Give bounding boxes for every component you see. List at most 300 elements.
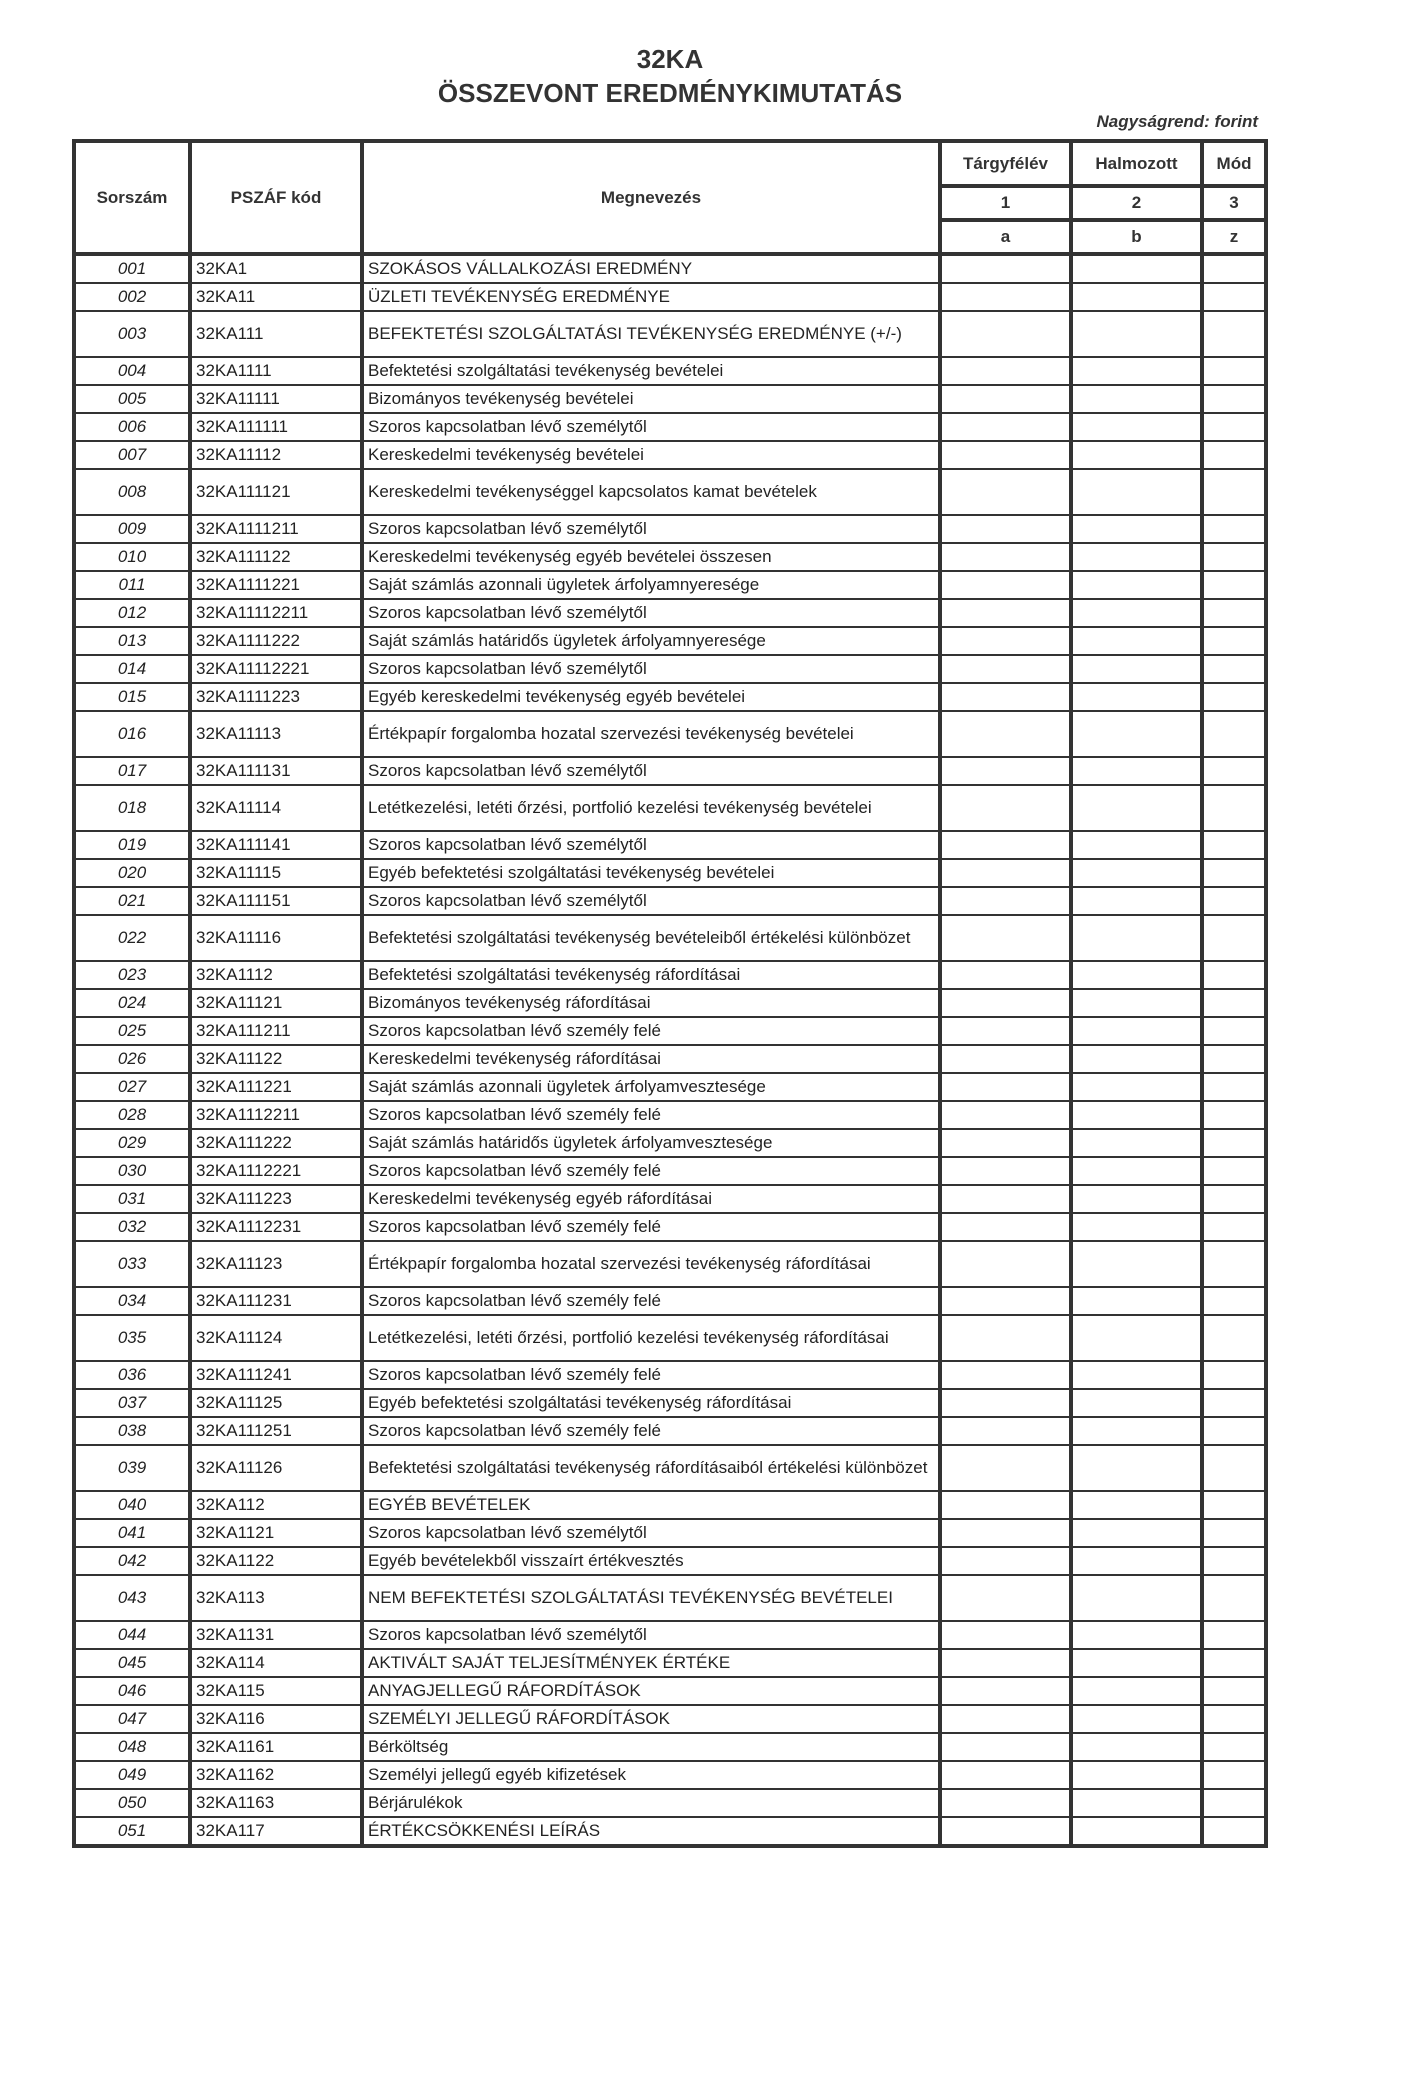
row-pszaf-code: 32KA1112231 bbox=[192, 1214, 364, 1242]
table-row bbox=[76, 358, 1264, 386]
table-row bbox=[76, 414, 1264, 442]
value-cell-halmozott[interactable] bbox=[1073, 888, 1204, 916]
header-mod: Mód bbox=[1204, 143, 1264, 188]
table-row bbox=[76, 600, 1264, 628]
value-cell-halmozott[interactable] bbox=[1073, 414, 1204, 442]
value-cell-mod[interactable] bbox=[1204, 1074, 1264, 1102]
table-row bbox=[76, 256, 1264, 284]
row-description: ÜZLETI TEVÉKENYSÉG EREDMÉNYE bbox=[364, 284, 942, 312]
value-cell-targyfelev[interactable] bbox=[942, 1818, 1073, 1844]
row-number: 019 bbox=[76, 832, 192, 860]
row-description: Szoros kapcsolatban lévő személytől bbox=[364, 1622, 942, 1650]
row-pszaf-code: 32KA112 bbox=[192, 1492, 364, 1520]
row-pszaf-code: 32KA113 bbox=[192, 1576, 364, 1622]
value-cell-mod[interactable] bbox=[1204, 1316, 1264, 1362]
value-cell-targyfelev[interactable] bbox=[942, 572, 1073, 600]
row-description: EGYÉB BEVÉTELEK bbox=[364, 1492, 942, 1520]
row-description: BEFEKTETÉSI SZOLGÁLTATÁSI TEVÉKENYSÉG EREDMÉNYE (+/-) bbox=[364, 312, 942, 358]
value-cell-halmozott[interactable] bbox=[1073, 712, 1204, 758]
row-description: ANYAGJELLEGŰ RÁFORDÍTÁSOK bbox=[364, 1678, 942, 1706]
value-cell-targyfelev[interactable] bbox=[942, 832, 1073, 860]
value-cell-mod[interactable] bbox=[1204, 832, 1264, 860]
row-pszaf-code: 32KA11125 bbox=[192, 1390, 364, 1418]
value-cell-halmozott[interactable] bbox=[1073, 1186, 1204, 1214]
value-cell-halmozott[interactable] bbox=[1073, 1548, 1204, 1576]
value-cell-halmozott[interactable] bbox=[1073, 1316, 1204, 1362]
value-cell-mod[interactable] bbox=[1204, 628, 1264, 656]
value-cell-mod[interactable] bbox=[1204, 1706, 1264, 1734]
value-cell-halmozott[interactable] bbox=[1073, 832, 1204, 860]
value-cell-targyfelev[interactable] bbox=[942, 888, 1073, 916]
value-cell-mod[interactable] bbox=[1204, 786, 1264, 832]
table-row bbox=[76, 1762, 1264, 1790]
value-cell-mod[interactable] bbox=[1204, 1446, 1264, 1492]
row-description: Kereskedelmi tevékenység egyéb ráfordításai bbox=[364, 1186, 942, 1214]
table-row bbox=[76, 544, 1264, 572]
table-row bbox=[76, 1018, 1264, 1046]
value-cell-halmozott[interactable] bbox=[1073, 1734, 1204, 1762]
row-description: Szoros kapcsolatban lévő személy felé bbox=[364, 1158, 942, 1186]
value-cell-mod[interactable] bbox=[1204, 712, 1264, 758]
value-cell-mod[interactable] bbox=[1204, 1548, 1264, 1576]
row-description: Letétkezelési, letéti őrzési, portfolió kezelési tevékenység bevételei bbox=[364, 786, 942, 832]
value-cell-mod[interactable] bbox=[1204, 572, 1264, 600]
value-cell-targyfelev[interactable] bbox=[942, 962, 1073, 990]
row-number: 047 bbox=[76, 1706, 192, 1734]
row-description: Saját számlás azonnali ügyletek árfolyamnyeresége bbox=[364, 572, 942, 600]
row-pszaf-code: 32KA117 bbox=[192, 1818, 364, 1844]
row-pszaf-code: 32KA1111221 bbox=[192, 572, 364, 600]
row-description: Befektetési szolgáltatási tevékenység ráfordításai bbox=[364, 962, 942, 990]
table-row bbox=[76, 386, 1264, 414]
row-number: 049 bbox=[76, 1762, 192, 1790]
value-cell-targyfelev[interactable] bbox=[942, 1762, 1073, 1790]
value-cell-targyfelev[interactable] bbox=[942, 1622, 1073, 1650]
value-cell-mod[interactable] bbox=[1204, 1018, 1264, 1046]
value-cell-targyfelev[interactable] bbox=[942, 470, 1073, 516]
value-cell-halmozott[interactable] bbox=[1073, 860, 1204, 888]
value-cell-halmozott[interactable] bbox=[1073, 442, 1204, 470]
table-row bbox=[76, 1548, 1264, 1576]
value-cell-halmozott[interactable] bbox=[1073, 1650, 1204, 1678]
value-cell-mod[interactable] bbox=[1204, 916, 1264, 962]
row-pszaf-code: 32KA11113 bbox=[192, 712, 364, 758]
row-pszaf-code: 32KA11116 bbox=[192, 916, 364, 962]
row-description: Egyéb befektetési szolgáltatási tevékenység bevételei bbox=[364, 860, 942, 888]
value-cell-halmozott[interactable] bbox=[1073, 1130, 1204, 1158]
value-cell-mod[interactable] bbox=[1204, 516, 1264, 544]
value-cell-halmozott[interactable] bbox=[1073, 1678, 1204, 1706]
row-description: Szoros kapcsolatban lévő személytől bbox=[364, 656, 942, 684]
value-cell-mod[interactable] bbox=[1204, 358, 1264, 386]
row-number: 041 bbox=[76, 1520, 192, 1548]
row-description: Szoros kapcsolatban lévő személytől bbox=[364, 832, 942, 860]
table-row bbox=[76, 1316, 1264, 1362]
value-cell-mod[interactable] bbox=[1204, 1734, 1264, 1762]
table-row bbox=[76, 1734, 1264, 1762]
value-cell-targyfelev[interactable] bbox=[942, 1734, 1073, 1762]
row-pszaf-code: 32KA111 bbox=[192, 312, 364, 358]
row-number: 035 bbox=[76, 1316, 192, 1362]
row-description: Szoros kapcsolatban lévő személy felé bbox=[364, 1214, 942, 1242]
row-number: 038 bbox=[76, 1418, 192, 1446]
table-row bbox=[76, 1214, 1264, 1242]
value-cell-halmozott[interactable] bbox=[1073, 786, 1204, 832]
value-cell-halmozott[interactable] bbox=[1073, 758, 1204, 786]
value-cell-targyfelev[interactable] bbox=[942, 1186, 1073, 1214]
table-row bbox=[76, 312, 1264, 358]
row-pszaf-code: 32KA11112221 bbox=[192, 656, 364, 684]
value-cell-targyfelev[interactable] bbox=[942, 1018, 1073, 1046]
value-cell-targyfelev[interactable] bbox=[942, 312, 1073, 358]
value-cell-targyfelev[interactable] bbox=[942, 414, 1073, 442]
table-row bbox=[76, 1790, 1264, 1818]
value-cell-targyfelev[interactable] bbox=[942, 712, 1073, 758]
value-cell-mod[interactable] bbox=[1204, 1818, 1264, 1844]
row-description: Szoros kapcsolatban lévő személytől bbox=[364, 414, 942, 442]
row-pszaf-code: 32KA111221 bbox=[192, 1074, 364, 1102]
row-pszaf-code: 32KA115 bbox=[192, 1678, 364, 1706]
value-cell-mod[interactable] bbox=[1204, 860, 1264, 888]
row-number: 009 bbox=[76, 516, 192, 544]
value-cell-targyfelev[interactable] bbox=[942, 1678, 1073, 1706]
row-number: 004 bbox=[76, 358, 192, 386]
value-cell-mod[interactable] bbox=[1204, 684, 1264, 712]
table-row bbox=[76, 712, 1264, 758]
value-cell-halmozott[interactable] bbox=[1073, 256, 1204, 284]
value-cell-mod[interactable] bbox=[1204, 990, 1264, 1018]
value-cell-targyfelev[interactable] bbox=[942, 786, 1073, 832]
value-cell-halmozott[interactable] bbox=[1073, 1706, 1204, 1734]
value-cell-halmozott[interactable] bbox=[1073, 1018, 1204, 1046]
value-cell-targyfelev[interactable] bbox=[942, 1650, 1073, 1678]
value-cell-halmozott[interactable] bbox=[1073, 1762, 1204, 1790]
row-number: 021 bbox=[76, 888, 192, 916]
value-cell-mod[interactable] bbox=[1204, 1102, 1264, 1130]
row-number: 029 bbox=[76, 1130, 192, 1158]
row-description: Szoros kapcsolatban lévő személytől bbox=[364, 516, 942, 544]
row-pszaf-code: 32KA1161 bbox=[192, 1734, 364, 1762]
row-number: 011 bbox=[76, 572, 192, 600]
value-cell-targyfelev[interactable] bbox=[942, 656, 1073, 684]
row-description: Szoros kapcsolatban lévő személytől bbox=[364, 758, 942, 786]
value-cell-mod[interactable] bbox=[1204, 1520, 1264, 1548]
header-col-letter-z: z bbox=[1204, 222, 1264, 256]
value-cell-mod[interactable] bbox=[1204, 1762, 1264, 1790]
value-cell-halmozott[interactable] bbox=[1073, 1576, 1204, 1622]
row-number: 017 bbox=[76, 758, 192, 786]
row-pszaf-code: 32KA1111 bbox=[192, 358, 364, 386]
value-cell-halmozott[interactable] bbox=[1073, 1446, 1204, 1492]
table-row bbox=[76, 284, 1264, 312]
value-cell-targyfelev[interactable] bbox=[942, 1520, 1073, 1548]
table-row bbox=[76, 684, 1264, 712]
value-cell-targyfelev[interactable] bbox=[942, 1102, 1073, 1130]
value-cell-mod[interactable] bbox=[1204, 414, 1264, 442]
row-number: 025 bbox=[76, 1018, 192, 1046]
value-cell-targyfelev[interactable] bbox=[942, 516, 1073, 544]
value-cell-mod[interactable] bbox=[1204, 1186, 1264, 1214]
value-cell-halmozott[interactable] bbox=[1073, 284, 1204, 312]
row-number: 020 bbox=[76, 860, 192, 888]
row-number: 034 bbox=[76, 1288, 192, 1316]
value-cell-targyfelev[interactable] bbox=[942, 1446, 1073, 1492]
row-number: 014 bbox=[76, 656, 192, 684]
row-description: Bizományos tevékenység ráfordításai bbox=[364, 990, 942, 1018]
value-cell-targyfelev[interactable] bbox=[942, 916, 1073, 962]
header-targyfelev: Tárgyfélév bbox=[942, 143, 1073, 188]
value-cell-targyfelev[interactable] bbox=[942, 386, 1073, 414]
value-cell-halmozott[interactable] bbox=[1073, 1520, 1204, 1548]
value-cell-mod[interactable] bbox=[1204, 312, 1264, 358]
row-pszaf-code: 32KA111131 bbox=[192, 758, 364, 786]
table-row bbox=[76, 1818, 1264, 1844]
row-number: 044 bbox=[76, 1622, 192, 1650]
value-cell-mod[interactable] bbox=[1204, 1390, 1264, 1418]
value-cell-halmozott[interactable] bbox=[1073, 1074, 1204, 1102]
value-cell-halmozott[interactable] bbox=[1073, 990, 1204, 1018]
value-cell-mod[interactable] bbox=[1204, 656, 1264, 684]
table-row bbox=[76, 1418, 1264, 1446]
value-cell-mod[interactable] bbox=[1204, 1046, 1264, 1074]
value-cell-mod[interactable] bbox=[1204, 1790, 1264, 1818]
value-cell-halmozott[interactable] bbox=[1073, 916, 1204, 962]
table-row bbox=[76, 1130, 1264, 1158]
value-cell-mod[interactable] bbox=[1204, 1130, 1264, 1158]
value-cell-targyfelev[interactable] bbox=[942, 1418, 1073, 1446]
row-pszaf-code: 32KA1111211 bbox=[192, 516, 364, 544]
row-pszaf-code: 32KA111111 bbox=[192, 414, 364, 442]
row-description: Bérjárulékok bbox=[364, 1790, 942, 1818]
value-cell-halmozott[interactable] bbox=[1073, 1102, 1204, 1130]
row-description: Egyéb kereskedelmi tevékenység egyéb bevételei bbox=[364, 684, 942, 712]
unit-note: Nagyságrend: forint bbox=[1096, 112, 1258, 131]
row-description: NEM BEFEKTETÉSI SZOLGÁLTATÁSI TEVÉKENYSÉG BEVÉTELEI bbox=[364, 1576, 942, 1622]
value-cell-targyfelev[interactable] bbox=[942, 758, 1073, 786]
header-sorszam: Sorszám bbox=[76, 143, 192, 256]
value-cell-mod[interactable] bbox=[1204, 544, 1264, 572]
value-cell-targyfelev[interactable] bbox=[942, 1158, 1073, 1186]
value-cell-halmozott[interactable] bbox=[1073, 1622, 1204, 1650]
value-cell-targyfelev[interactable] bbox=[942, 1390, 1073, 1418]
row-pszaf-code: 32KA116 bbox=[192, 1706, 364, 1734]
value-cell-mod[interactable] bbox=[1204, 1288, 1264, 1316]
value-cell-halmozott[interactable] bbox=[1073, 1362, 1204, 1390]
row-pszaf-code: 32KA111151 bbox=[192, 888, 364, 916]
row-description: Személyi jellegű egyéb kifizetések bbox=[364, 1762, 942, 1790]
row-pszaf-code: 32KA1111222 bbox=[192, 628, 364, 656]
value-cell-targyfelev[interactable] bbox=[942, 1316, 1073, 1362]
table-row bbox=[76, 916, 1264, 962]
value-cell-mod[interactable] bbox=[1204, 386, 1264, 414]
value-cell-halmozott[interactable] bbox=[1073, 516, 1204, 544]
table-row bbox=[76, 1362, 1264, 1390]
row-number: 026 bbox=[76, 1046, 192, 1074]
row-number: 030 bbox=[76, 1158, 192, 1186]
row-description: Saját számlás azonnali ügyletek árfolyamvesztesége bbox=[364, 1074, 942, 1102]
row-pszaf-code: 32KA11121 bbox=[192, 990, 364, 1018]
row-description: Befektetési szolgáltatási tevékenység bevételei bbox=[364, 358, 942, 386]
value-cell-mod[interactable] bbox=[1204, 1650, 1264, 1678]
value-cell-halmozott[interactable] bbox=[1073, 1288, 1204, 1316]
value-cell-halmozott[interactable] bbox=[1073, 1214, 1204, 1242]
table-row bbox=[76, 1186, 1264, 1214]
table-body bbox=[76, 256, 1264, 1844]
value-cell-mod[interactable] bbox=[1204, 1492, 1264, 1520]
value-cell-mod[interactable] bbox=[1204, 256, 1264, 284]
value-cell-targyfelev[interactable] bbox=[942, 256, 1073, 284]
value-cell-targyfelev[interactable] bbox=[942, 1242, 1073, 1288]
row-number: 032 bbox=[76, 1214, 192, 1242]
table-row bbox=[76, 990, 1264, 1018]
value-cell-mod[interactable] bbox=[1204, 442, 1264, 470]
value-cell-halmozott[interactable] bbox=[1073, 628, 1204, 656]
header-col-num-2: 2 bbox=[1073, 188, 1204, 222]
value-cell-mod[interactable] bbox=[1204, 1158, 1264, 1186]
row-pszaf-code: 32KA1122 bbox=[192, 1548, 364, 1576]
value-cell-mod[interactable] bbox=[1204, 1576, 1264, 1622]
value-cell-halmozott[interactable] bbox=[1073, 600, 1204, 628]
table-row bbox=[76, 470, 1264, 516]
row-number: 007 bbox=[76, 442, 192, 470]
income-statement-table bbox=[72, 139, 1268, 1848]
value-cell-halmozott[interactable] bbox=[1073, 656, 1204, 684]
value-cell-targyfelev[interactable] bbox=[942, 1074, 1073, 1102]
value-cell-targyfelev[interactable] bbox=[942, 860, 1073, 888]
row-pszaf-code: 32KA111222 bbox=[192, 1130, 364, 1158]
value-cell-mod[interactable] bbox=[1204, 888, 1264, 916]
row-pszaf-code: 32KA11124 bbox=[192, 1316, 364, 1362]
form-title: ÖSSZEVONT EREDMÉNYKIMUTATÁS bbox=[437, 78, 903, 108]
row-number: 022 bbox=[76, 916, 192, 962]
table-row bbox=[76, 1390, 1264, 1418]
value-cell-targyfelev[interactable] bbox=[942, 1576, 1073, 1622]
row-pszaf-code: 32KA11114 bbox=[192, 786, 364, 832]
table-row bbox=[76, 1074, 1264, 1102]
row-number: 006 bbox=[76, 414, 192, 442]
value-cell-halmozott[interactable] bbox=[1073, 1046, 1204, 1074]
value-cell-mod[interactable] bbox=[1204, 1418, 1264, 1446]
value-cell-halmozott[interactable] bbox=[1073, 684, 1204, 712]
row-description: Bizományos tevékenység bevételei bbox=[364, 386, 942, 414]
value-cell-mod[interactable] bbox=[1204, 1214, 1264, 1242]
value-cell-mod[interactable] bbox=[1204, 962, 1264, 990]
value-cell-halmozott[interactable] bbox=[1073, 1790, 1204, 1818]
value-cell-halmozott[interactable] bbox=[1073, 1390, 1204, 1418]
table-row bbox=[76, 442, 1264, 470]
row-description: Egyéb bevételekből visszaírt értékvesztés bbox=[364, 1548, 942, 1576]
value-cell-targyfelev[interactable] bbox=[942, 1492, 1073, 1520]
value-cell-halmozott[interactable] bbox=[1073, 1158, 1204, 1186]
row-number: 037 bbox=[76, 1390, 192, 1418]
row-pszaf-code: 32KA11112 bbox=[192, 442, 364, 470]
value-cell-mod[interactable] bbox=[1204, 1622, 1264, 1650]
row-description: Saját számlás határidős ügyletek árfolyamvesztesége bbox=[364, 1130, 942, 1158]
row-description: Bérköltség bbox=[364, 1734, 942, 1762]
table-row bbox=[76, 1288, 1264, 1316]
value-cell-targyfelev[interactable] bbox=[942, 684, 1073, 712]
header-pszaf-kod: PSZÁF kód bbox=[192, 143, 364, 256]
value-cell-halmozott[interactable] bbox=[1073, 470, 1204, 516]
table-row bbox=[76, 832, 1264, 860]
value-cell-targyfelev[interactable] bbox=[942, 358, 1073, 386]
row-description: Kereskedelmi tevékenység bevételei bbox=[364, 442, 942, 470]
row-description: SZEMÉLYI JELLEGŰ RÁFORDÍTÁSOK bbox=[364, 1706, 942, 1734]
value-cell-halmozott[interactable] bbox=[1073, 962, 1204, 990]
value-cell-halmozott[interactable] bbox=[1073, 1492, 1204, 1520]
value-cell-halmozott[interactable] bbox=[1073, 312, 1204, 358]
value-cell-targyfelev[interactable] bbox=[942, 600, 1073, 628]
table-row bbox=[76, 1046, 1264, 1074]
value-cell-halmozott[interactable] bbox=[1073, 572, 1204, 600]
row-number: 040 bbox=[76, 1492, 192, 1520]
row-pszaf-code: 32KA11123 bbox=[192, 1242, 364, 1288]
value-cell-targyfelev[interactable] bbox=[942, 544, 1073, 572]
row-number: 016 bbox=[76, 712, 192, 758]
table-row bbox=[76, 1576, 1264, 1622]
row-number: 023 bbox=[76, 962, 192, 990]
table-row bbox=[76, 656, 1264, 684]
header-col-num-1: 1 bbox=[942, 188, 1073, 222]
value-cell-targyfelev[interactable] bbox=[942, 1046, 1073, 1074]
value-cell-halmozott[interactable] bbox=[1073, 386, 1204, 414]
value-cell-halmozott[interactable] bbox=[1073, 358, 1204, 386]
row-number: 010 bbox=[76, 544, 192, 572]
value-cell-targyfelev[interactable] bbox=[942, 990, 1073, 1018]
row-pszaf-code: 32KA11126 bbox=[192, 1446, 364, 1492]
table-row bbox=[76, 888, 1264, 916]
value-cell-targyfelev[interactable] bbox=[942, 442, 1073, 470]
row-pszaf-code: 32KA1121 bbox=[192, 1520, 364, 1548]
row-description: Szoros kapcsolatban lévő személytől bbox=[364, 888, 942, 916]
value-cell-targyfelev[interactable] bbox=[942, 1548, 1073, 1576]
value-cell-targyfelev[interactable] bbox=[942, 1214, 1073, 1242]
value-cell-targyfelev[interactable] bbox=[942, 628, 1073, 656]
value-cell-targyfelev[interactable] bbox=[942, 284, 1073, 312]
value-cell-mod[interactable] bbox=[1204, 600, 1264, 628]
row-pszaf-code: 32KA114 bbox=[192, 1650, 364, 1678]
value-cell-halmozott[interactable] bbox=[1073, 1818, 1204, 1844]
row-description: Értékpapír forgalomba hozatal szervezési tevékenység bevételei bbox=[364, 712, 942, 758]
value-cell-mod[interactable] bbox=[1204, 1678, 1264, 1706]
row-description: Saját számlás határidős ügyletek árfolyamnyeresége bbox=[364, 628, 942, 656]
row-number: 013 bbox=[76, 628, 192, 656]
row-number: 027 bbox=[76, 1074, 192, 1102]
row-number: 051 bbox=[76, 1818, 192, 1844]
value-cell-targyfelev[interactable] bbox=[942, 1790, 1073, 1818]
value-cell-targyfelev[interactable] bbox=[942, 1706, 1073, 1734]
value-cell-targyfelev[interactable] bbox=[942, 1288, 1073, 1316]
value-cell-halmozott[interactable] bbox=[1073, 544, 1204, 572]
value-cell-mod[interactable] bbox=[1204, 1362, 1264, 1390]
value-cell-targyfelev[interactable] bbox=[942, 1362, 1073, 1390]
table-row bbox=[76, 1520, 1264, 1548]
row-pszaf-code: 32KA11111 bbox=[192, 386, 364, 414]
value-cell-targyfelev[interactable] bbox=[942, 1130, 1073, 1158]
row-description: ÉRTÉKCSÖKKENÉSI LEÍRÁS bbox=[364, 1818, 942, 1844]
row-pszaf-code: 32KA1112211 bbox=[192, 1102, 364, 1130]
value-cell-mod[interactable] bbox=[1204, 758, 1264, 786]
value-cell-halmozott[interactable] bbox=[1073, 1418, 1204, 1446]
value-cell-mod[interactable] bbox=[1204, 470, 1264, 516]
row-number: 046 bbox=[76, 1678, 192, 1706]
value-cell-halmozott[interactable] bbox=[1073, 1242, 1204, 1288]
value-cell-mod[interactable] bbox=[1204, 284, 1264, 312]
value-cell-mod[interactable] bbox=[1204, 1242, 1264, 1288]
row-description: Értékpapír forgalomba hozatal szervezési tevékenység ráfordításai bbox=[364, 1242, 942, 1288]
table-row bbox=[76, 1242, 1264, 1288]
header-col-letter-a: a bbox=[942, 222, 1073, 256]
